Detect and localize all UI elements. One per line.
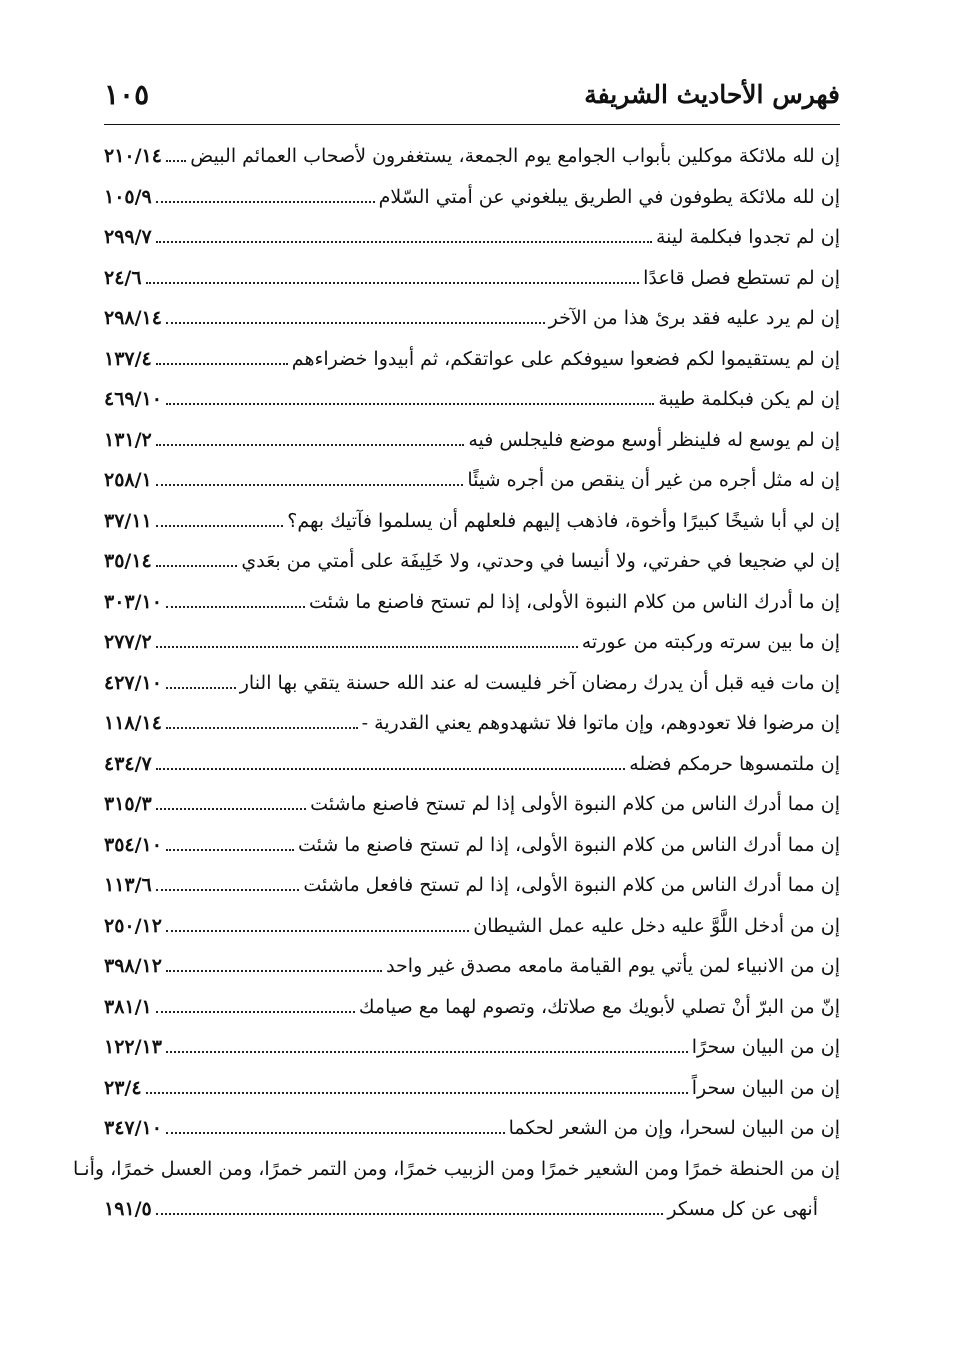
volume-page-ref: ١٩١/٥ xyxy=(104,1198,152,1221)
hadith-text: إن مات فيه قبل أن يدرك رمضان آخر فليست له عند الله حسنة يتقي بها النار xyxy=(239,671,840,694)
index-entry xyxy=(104,703,840,744)
volume-page-ref: ١١٨/١٤ xyxy=(104,712,162,735)
volume-page-ref: ٣٧/١١ xyxy=(104,509,152,532)
index-entry xyxy=(104,1068,840,1109)
volume-page-ref: ٣٩٨/١٢ xyxy=(104,955,162,978)
hadith-index-list xyxy=(72,136,840,1230)
index-entry-continuation xyxy=(104,1189,840,1230)
dot-leader xyxy=(156,525,283,527)
hadith-text: إن مما أدرك الناس من كلام النبوة الأولى إذا لم تستح فاصنع ماشئت xyxy=(310,793,840,816)
hadith-text: إن من البيان سحرًا xyxy=(691,1036,840,1059)
page-header xyxy=(104,72,840,116)
hadith-text-line1: إن من الحنطة خمرًا ومن الشعير خمرًا ومن الزبيب خمرًا، ومن التمر خمرًا، ومن العسل خمرًا، وأنـا xyxy=(72,1157,840,1180)
dot-leader xyxy=(166,727,358,729)
index-entry xyxy=(104,460,840,501)
volume-page-ref: ٢٩٩/٧ xyxy=(104,226,152,249)
dot-leader xyxy=(156,889,300,891)
hadith-text: إن لم يستقيموا لكم فضعوا سيوفكم على عواتقكم، ثم أبيدوا خضراءهم xyxy=(291,347,840,370)
volume-page-ref: ٤٦٩/١٠ xyxy=(104,388,162,411)
index-entry xyxy=(104,298,840,339)
dot-leader xyxy=(146,282,640,284)
dot-leader xyxy=(166,160,186,162)
index-entry xyxy=(104,622,840,663)
hadith-text: إن من الانبياء لمن يأتي يوم القيامة مامعه مصدق غير واحد xyxy=(386,955,840,978)
hadith-text: إن لي ضجيعا في حفرتي، ولا أنيسا في وحدتي، ولا خَلِيفَة على أمتي من بعَدي xyxy=(241,550,840,573)
hadith-text: إن ما أدرك الناس من كلام النبوة الأولى، إذا لم تستح فاصنع ما شئت xyxy=(308,590,840,613)
index-entry xyxy=(104,136,840,177)
hadith-text: إن ملتمسوها حرمكم فضله xyxy=(629,752,840,775)
dot-leader xyxy=(166,1051,688,1053)
index-entry xyxy=(104,217,840,258)
volume-page-ref: ٣٠٣/١٠ xyxy=(104,590,162,613)
volume-page-ref: ٢٣/٤ xyxy=(104,1076,142,1099)
volume-page-ref: ٢٥٨/١ xyxy=(104,469,152,492)
volume-page-ref: ٢٥٠/١٢ xyxy=(104,914,162,937)
volume-page-ref: ٣٥/١٤ xyxy=(104,550,152,573)
dot-leader xyxy=(156,1213,664,1215)
page-number: ١٠٥ xyxy=(104,77,150,111)
index-entry xyxy=(104,663,840,704)
hadith-text: إن لم يكن فبكلمة طيبة xyxy=(658,388,840,411)
dot-leader xyxy=(156,241,652,243)
dot-leader xyxy=(166,1132,505,1134)
index-entry xyxy=(104,865,840,906)
hadith-text: إن لم تستطع فصل قاعدًا xyxy=(643,266,840,289)
volume-page-ref: ٣٥٤/١٠ xyxy=(104,833,162,856)
hadith-text: إن مما أدرك الناس من كلام النبوة الأولى، إذا لم تستح فافعل ماشئت xyxy=(303,874,840,897)
dot-leader xyxy=(166,606,305,608)
hadith-text: إن مما أدرك الناس من كلام النبوة الأولى، إذا لم تستح فاصنع ما شئت xyxy=(297,833,840,856)
dot-leader xyxy=(156,768,626,770)
dot-leader xyxy=(156,201,375,203)
dot-leader xyxy=(166,970,382,972)
volume-page-ref: ٣١٥/٣ xyxy=(104,793,152,816)
page-title: فهرس الأحاديث الشريفة xyxy=(584,79,840,109)
volume-page-ref: ٢٧٧/٢ xyxy=(104,631,152,654)
dot-leader xyxy=(166,849,294,851)
dot-leader xyxy=(156,565,238,567)
dot-leader xyxy=(156,808,306,810)
dot-leader xyxy=(146,1092,688,1094)
hadith-text: إن مرضوا فلا تعودوهم، وإن ماتوا فلا تشهدوهم يعني القدرية - xyxy=(361,712,840,735)
hadith-text: إن لم تجدوا فبكلمة لينة xyxy=(655,226,840,249)
dot-leader xyxy=(156,444,465,446)
index-entry-multiline xyxy=(72,1149,840,1190)
dot-leader xyxy=(166,930,469,932)
hadith-text-line2: أنهى عن كل مسكر xyxy=(667,1198,818,1221)
index-entry xyxy=(104,906,840,947)
dot-leader xyxy=(156,646,578,648)
dot-leader xyxy=(156,363,288,365)
hadith-text: إنّ من البرّ أنْ تصلي لأبويك مع صلاتك، وتصوم لهما مع صيامك xyxy=(358,995,840,1018)
hadith-text: إن لي أبا شيخًا كبيرًا وأخوة، فاذهب إليهم فلعلهم أن يسلموا فآتيك بهم؟ xyxy=(287,509,840,532)
hadith-text: إن لله ملائكة موكلين بأبواب الجوامع يوم الجمعة، يستغفرون لأصحاب العمائم البيض xyxy=(190,145,840,168)
index-entry xyxy=(104,501,840,542)
index-entry xyxy=(104,744,840,785)
hadith-text: إن من أدخل اللَّوَّ عليه دخل عليه عمل الشيطان xyxy=(473,914,840,937)
index-entry xyxy=(104,177,840,218)
index-entry xyxy=(104,784,840,825)
volume-page-ref: ٢٤/٦ xyxy=(104,266,142,289)
hadith-text: إن ما بين سرته وركبته من عورته xyxy=(581,631,840,654)
volume-page-ref: ٢١٠/١٤ xyxy=(104,145,162,168)
dot-leader xyxy=(156,484,464,486)
index-entry xyxy=(104,379,840,420)
volume-page-ref: ١١٣/٦ xyxy=(104,874,152,897)
index-entry xyxy=(104,1108,840,1149)
index-entry xyxy=(104,420,840,461)
volume-page-ref: ١٣١/٢ xyxy=(104,428,152,451)
hadith-text: إن لم يرد عليه فقد برئ هذا من الآخر xyxy=(548,307,840,330)
index-entry xyxy=(104,825,840,866)
index-entry xyxy=(104,946,840,987)
volume-page-ref: ٢٩٨/١٤ xyxy=(104,307,162,330)
dot-leader xyxy=(156,1011,355,1013)
index-entry xyxy=(104,541,840,582)
index-entry xyxy=(104,582,840,623)
volume-page-ref: ٤٣٤/٧ xyxy=(104,752,152,775)
index-entry xyxy=(104,258,840,299)
hadith-text: إن لله ملائكة يطوفون في الطريق يبلغوني عن أمتي السّلام xyxy=(378,185,840,208)
volume-page-ref: ١٠٥/٩ xyxy=(104,185,152,208)
volume-page-ref: ٤٢٧/١٠ xyxy=(104,671,162,694)
hadith-text: إن لم يوسع له فلينظر أوسع موضع فليجلس فيه xyxy=(468,428,840,451)
index-entry xyxy=(104,987,840,1028)
header-rule xyxy=(104,124,840,125)
volume-page-ref: ٣٤٧/١٠ xyxy=(104,1117,162,1140)
volume-page-ref: ٣٨١/١ xyxy=(104,995,152,1018)
volume-page-ref: ١٢٢/١٣ xyxy=(104,1036,162,1059)
volume-page-ref: ١٣٧/٤ xyxy=(104,347,152,370)
dot-leader xyxy=(166,322,545,324)
dot-leader xyxy=(166,687,236,689)
dot-leader xyxy=(166,403,654,405)
hadith-text: إن له مثل أجره من غير أن ينقص من أجره شيئًا xyxy=(467,469,840,492)
hadith-text: إن من البيان سحراً xyxy=(691,1076,840,1099)
index-entry xyxy=(104,339,840,380)
index-entry xyxy=(104,1027,840,1068)
hadith-text: إن من البيان لسحرا، وإن من الشعر لحكما xyxy=(508,1117,840,1140)
